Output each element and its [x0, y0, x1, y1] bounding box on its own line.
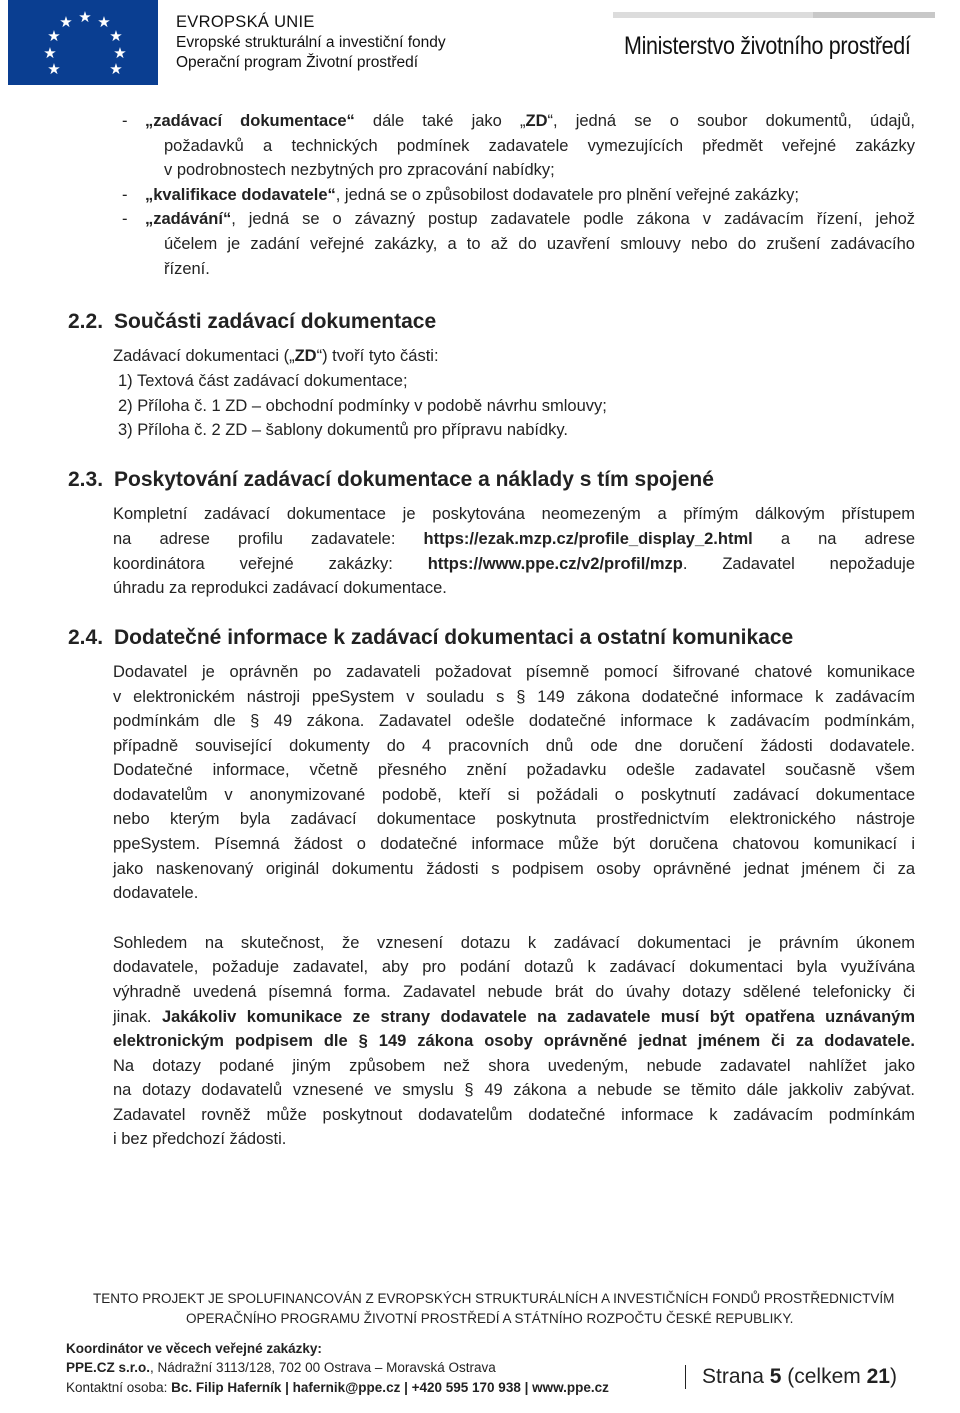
section-2-4-p1-line: podmínkám dle § 49 zákona. Zadavatel odešle dodatečné informace k zadávacím podmínkám,: [113, 712, 915, 730]
section-heading-2-4: 2.4. Dodatečné informace k zadávací dokumentaci a ostatní komunikace: [68, 626, 794, 649]
footer-funding-line1: TENTO PROJEKT JE SPOLUFINANCOVÁN Z EVROPSKÝCH STRUKTURÁLNÍCH A INVESTIČNÍCH FONDŮ PROSTŘEDNICTVÍM: [93, 1291, 895, 1306]
list-dash: -: [122, 112, 128, 130]
list-dash: -: [122, 210, 128, 228]
svg-text:★: ★: [47, 60, 61, 78]
svg-text:★: ★: [47, 27, 61, 45]
page-number-divider: [685, 1365, 686, 1389]
section-2-4-p2-line: na dotazy dodavatelů vznesené ve smyslu § 49 zákona a nebude se těmito dále jakkoliv zabývat.: [113, 1081, 915, 1099]
footer-coordinator-label: Koordinátor ve věcech veřejné zakázky:: [66, 1341, 322, 1356]
section-2-4-p2-bold-line: elektronickým podpisem dle § 149 zákona osoby oprávněné jednat jménem či za dodavatele.: [113, 1032, 915, 1050]
coordinator-profile-link[interactable]: https://www.ppe.cz/v2/profil/mzp: [427, 555, 683, 573]
definition-1-line3: v podrobnostech nezbytných pro zpracování nabídky;: [164, 161, 555, 179]
section-2-4-p1-line: jako naskenovaný originál dokumentu žádosti s podpisem osoby oprávněné jednat jménem či za: [113, 860, 915, 878]
svg-text:★: ★: [97, 13, 111, 31]
section-2-2-item-3: 3) Příloha č. 2 ZD – šablony dokumentů pro přípravu nabídky.: [118, 421, 569, 439]
page-number: Strana 5 (celkem 21): [685, 1365, 897, 1389]
contact-details: Bc. Filip Haferník | hafernik@ppe.cz | +420 595 170 938 | www.ppe.cz: [171, 1380, 609, 1395]
eu-line2: Evropské strukturální a investiční fondy: [176, 33, 446, 51]
section-2-3-line4: úhradu za reprodukci zadávací dokumentace.: [113, 579, 447, 597]
footer-contact: Kontaktní osoba: Bc. Filip Haferník | hafernik@ppe.cz | +420 595 170 938 | www.ppe.cz: [66, 1380, 609, 1395]
footer-funding-line2: OPERAČNÍHO PROGRAMU ŽIVOTNÍ PROSTŘEDÍ A STÁTNÍHO ROZPOČTU ČESKÉ REPUBLIKY.: [186, 1311, 794, 1326]
section-2-4-p2-line: Sohledem na skutečnost, že vznesení dotazu k zadávací dokumentaci je právním úkonem: [113, 934, 915, 952]
section-2-4-p1-line: nebo kterým byla zadávací dokumentace poskytnuta prostřednictvím elektronického nástroje: [113, 810, 915, 828]
section-2-3-line3: koordinátora veřejné zakázky: https://www.ppe.cz/v2/profil/mzp. Zadavatel nepožaduje: [113, 555, 916, 573]
definition-term: „kvalifikace dodavatele“: [145, 186, 336, 204]
section-2-3-line1: Kompletní zadávací dokumentace je poskytována neomezeným a přímým dálkovým přístupem: [113, 505, 915, 523]
definition-2-line1: „kvalifikace dodavatele“, jedná se o způsobilost dodavatele pro plnění veřejné zakázky;: [145, 186, 799, 204]
section-2-4-p1-line: dodavatelům v anonymizované podobě, kteří si požádali o poskytnutí zadávací dokumentace: [113, 786, 915, 804]
definition-1-line2: požadavků a technických podmínek zadavatele vymezujících předmět veřejné zakázky: [164, 137, 915, 155]
section-2-3-line2: na adrese profilu zadavatele: https://ezak.mzp.cz/profile_display_2.html a na adrese: [113, 530, 916, 548]
definition-term: „zadávání“: [145, 210, 232, 228]
svg-text:★: ★: [43, 44, 57, 62]
profile-link[interactable]: https://ezak.mzp.cz/profile_display_2.html: [423, 530, 753, 548]
definition-1-line1: „zadávací dokumentace“ dále také jako „ZD“, jedná se o soubor dokumentů, údajů,: [145, 112, 915, 130]
section-2-2-item-1: 1) Textová část zadávací dokumentace;: [118, 372, 408, 390]
list-dash: -: [122, 186, 128, 204]
section-2-2-intro: Zadávací dokumentaci („ZD“) tvoří tyto části:: [113, 347, 439, 365]
section-heading-2-2: 2.2. Součásti zadávací dokumentace: [68, 310, 437, 333]
definition-3-line1: „zadávání“, jedná se o závazný postup zadavatele podle zákona v zadávacím řízení, jehož: [145, 210, 915, 228]
svg-text:★: ★: [113, 44, 127, 62]
eu-line3: Operační program Životní prostředí: [176, 54, 419, 71]
svg-text:★: ★: [78, 8, 92, 26]
ministry-color-bar: [613, 12, 935, 18]
section-2-4-p1-line: ppeSystem. Písemná žádost o dodatečné informace může být doručena chatovou komunikací i: [113, 835, 915, 853]
section-heading-2-3: 2.3. Poskytování zadávací dokumentace a náklady s tím spojené: [68, 468, 714, 491]
ministry-logo-text: Ministerstvo životního prostředí: [624, 32, 911, 60]
eu-line1: EVROPSKÁ UNIE: [176, 13, 315, 31]
eu-text-block: [176, 12, 446, 74]
section-2-4-p2-line: jinak. Jakákoliv komunikace ze strany dodavatele na zadavatele musí být opatřena uznávaným: [113, 1008, 915, 1026]
section-2-2-item-2: 2) Příloha č. 1 ZD – obchodní podmínky v podobě návrhu smlouvy;: [118, 397, 607, 415]
svg-text:★: ★: [109, 60, 123, 78]
section-2-4-p2-line: Na dotazy podané jiným způsobem než shora uvedeným, nebude zadavatel nahlížet jako: [113, 1057, 915, 1075]
section-2-4-p2-line: dodavatele, požaduje zadavatel, aby pro podání dotazů k zadávací dokumentaci byla využívána: [113, 958, 915, 976]
section-2-4-p1-line: Dodatečné informace, včetně přesného znění požadavku odešle zadavatel současně všem: [113, 761, 915, 779]
section-2-4-p2-last: i bez předchozí žádosti.: [113, 1130, 287, 1148]
section-2-4-p1-line: Dodavatel je oprávněn po zadavateli požadovat písemně pomocí šifrované chatové komunikace: [113, 663, 915, 681]
section-2-4-p2-line: Zadavatel rovněž může poskytnout dodavatelům dodatečné informace k zadávacím podmínkám: [113, 1106, 915, 1124]
svg-text:★: ★: [59, 13, 73, 31]
section-2-4-p1-line: v elektronickém nástroji ppeSystem v souladu s § 149 zákona dodatečné informace k zadávacím: [113, 688, 915, 706]
definition-3-line3: řízení.: [164, 260, 210, 278]
definition-term: „zadávací dokumentace“: [145, 112, 355, 130]
page-header: [0, 0, 960, 85]
definition-3-line2: účelem je zadání veřejné zakázky, a to až do uzavření smlouvy nebo do zrušení zadávacího: [164, 235, 915, 253]
section-2-4-p2-line: výhradně uvedená písemná forma. Zadavatel nebude brát do úvahy dotazy sdělené telefonicky či: [113, 983, 915, 1001]
section-2-4-p1-line: případně související dokumenty do 4 pracovních dnů ode dne doručení žádosti dodavatele.: [113, 737, 915, 755]
section-2-4-p1-last: dodavatele.: [113, 884, 199, 902]
svg-text:★: ★: [109, 27, 123, 45]
footer-coordinator-address: PPE.CZ s.r.o., Nádražní 3113/128, 702 00 Ostrava – Moravská Ostrava: [66, 1360, 496, 1375]
eu-flag-logo: [8, 0, 158, 85]
